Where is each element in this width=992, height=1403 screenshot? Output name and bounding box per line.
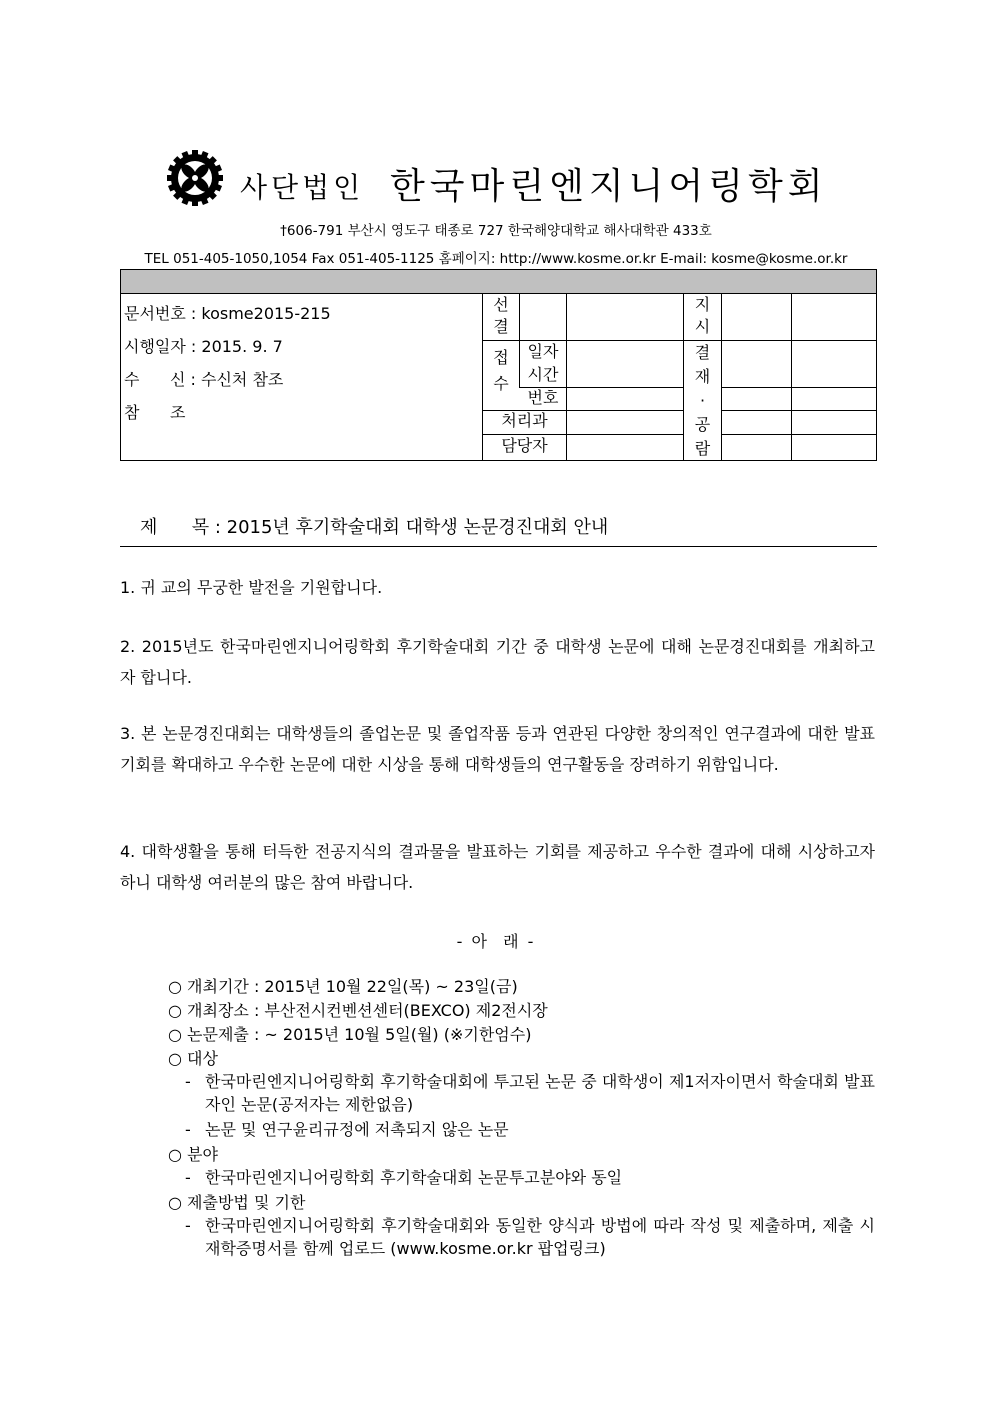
notice-heading: - 아 래 - — [456, 932, 536, 951]
label-gyeoljae-gongram: 결 재 · 공 람 — [694, 343, 711, 458]
gear-propeller-emblem-icon — [167, 150, 223, 206]
label-damdangja: 담당자 — [501, 436, 548, 455]
contact-info: TEL 051-405-1050,1054 Fax 051-405-1125 홈페이지: http://www.kosme.or.kr E-mail: kosme@kosme.or.kr — [144, 251, 848, 267]
dash-marker: - — [185, 1120, 191, 1139]
target-item-2: - 논문 및 연구윤리규정에 저촉되지 않은 논문 — [185, 1120, 509, 1139]
detail-submission: ○ 논문제출 : ~ 2015년 10월 5일(월) (※기한엄수) — [168, 1025, 532, 1044]
paragraph-4: 4. 대학생활을 통해 터득한 전공지식의 결과물을 발표하는 기회를 제공하고 우수한 결과에 대해 시상하고자 하니 대학생 여러분의 많은 참여 바랍니다. — [120, 842, 875, 892]
doc-number: 문서번호 : kosme2015-215 — [124, 304, 331, 323]
detail-period: ○ 개최기간 : 2015년 10월 22일(목) ~ 23일(금) — [168, 977, 518, 996]
field-item-1: - 한국마린엔지니어링학회 후기학술대회 논문투고분야와 동일 — [185, 1168, 623, 1187]
paragraph-2: 2. 2015년도 한국마린엔지니어링학회 후기학술대회 기간 중 대학생 논문에 대해 논문경진대회를 개최하고자 합니다. — [120, 637, 875, 687]
reference: 참 조 — [124, 403, 186, 422]
detail-target-title: ○ 대상 — [168, 1049, 218, 1068]
method-item-1: - 한국마린엔지니어링학회 후기학술대회와 동일한 양식과 방법에 따라 작성 및 제출하며, 제출 시 재학증명서를 함께 업로드 (www.kosme.or.kr 팝업링크) — [185, 1216, 875, 1258]
org-name: 한국마린엔지니어링학회 — [390, 166, 828, 207]
detail-field-title: ○ 분야 — [168, 1145, 218, 1164]
paragraph-1: 1. 귀 교의 무궁한 발전을 기원합니다. — [120, 578, 383, 597]
dash-marker: - — [185, 1168, 191, 1187]
detail-venue: ○ 개최장소 : 부산전시컨벤션센터(BEXCO) 제2전시장 — [168, 1001, 548, 1020]
label-ilja: 일자 — [527, 342, 559, 361]
subject-line: 제 목 : 2015년 후기학술대회 대학생 논문경진대회 안내 — [140, 517, 609, 538]
label-seongyeol: 선 결 — [493, 295, 509, 336]
dash-marker: - — [185, 1216, 191, 1235]
subject-divider — [120, 546, 877, 547]
society-logo — [167, 150, 223, 206]
issue-date: 시행일자 : 2015. 9. 7 — [124, 337, 283, 356]
label-cheorigwa: 처리과 — [501, 411, 548, 430]
paragraph-3: 3. 본 논문경진대회는 대학생들의 졸업논문 및 졸업작품 등과 연관된 다양한 창의적인 연구결과에 대한 발표기회를 확대하고 우수한 논문에 대한 시상을 통해 대학생들의 연구활동을 장려하기 위함입니다. — [120, 724, 875, 774]
address: †606-791 부산시 영도구 태종로 727 한국해양대학교 해사대학관 433호 — [280, 223, 712, 239]
detail-method-title: ○ 제출방법 및 기한 — [168, 1193, 306, 1212]
recipient: 수 신 : 수신처 참조 — [124, 370, 284, 389]
dash-marker: - — [185, 1072, 191, 1091]
org-prefix: 사단법인 — [240, 171, 365, 204]
label-jeopsu: 접 수 — [493, 348, 509, 393]
label-sigan: 시간 — [527, 365, 559, 384]
label-jisi: 지 시 — [694, 295, 711, 336]
label-beonho: 번호 — [527, 388, 559, 407]
target-item-1: - 한국마린엔지니어링학회 후기학술대회에 투고된 논문 중 대학생이 제1저자이면서 학술대회 발표자인 논문(공저자는 제한없음) — [185, 1072, 875, 1114]
